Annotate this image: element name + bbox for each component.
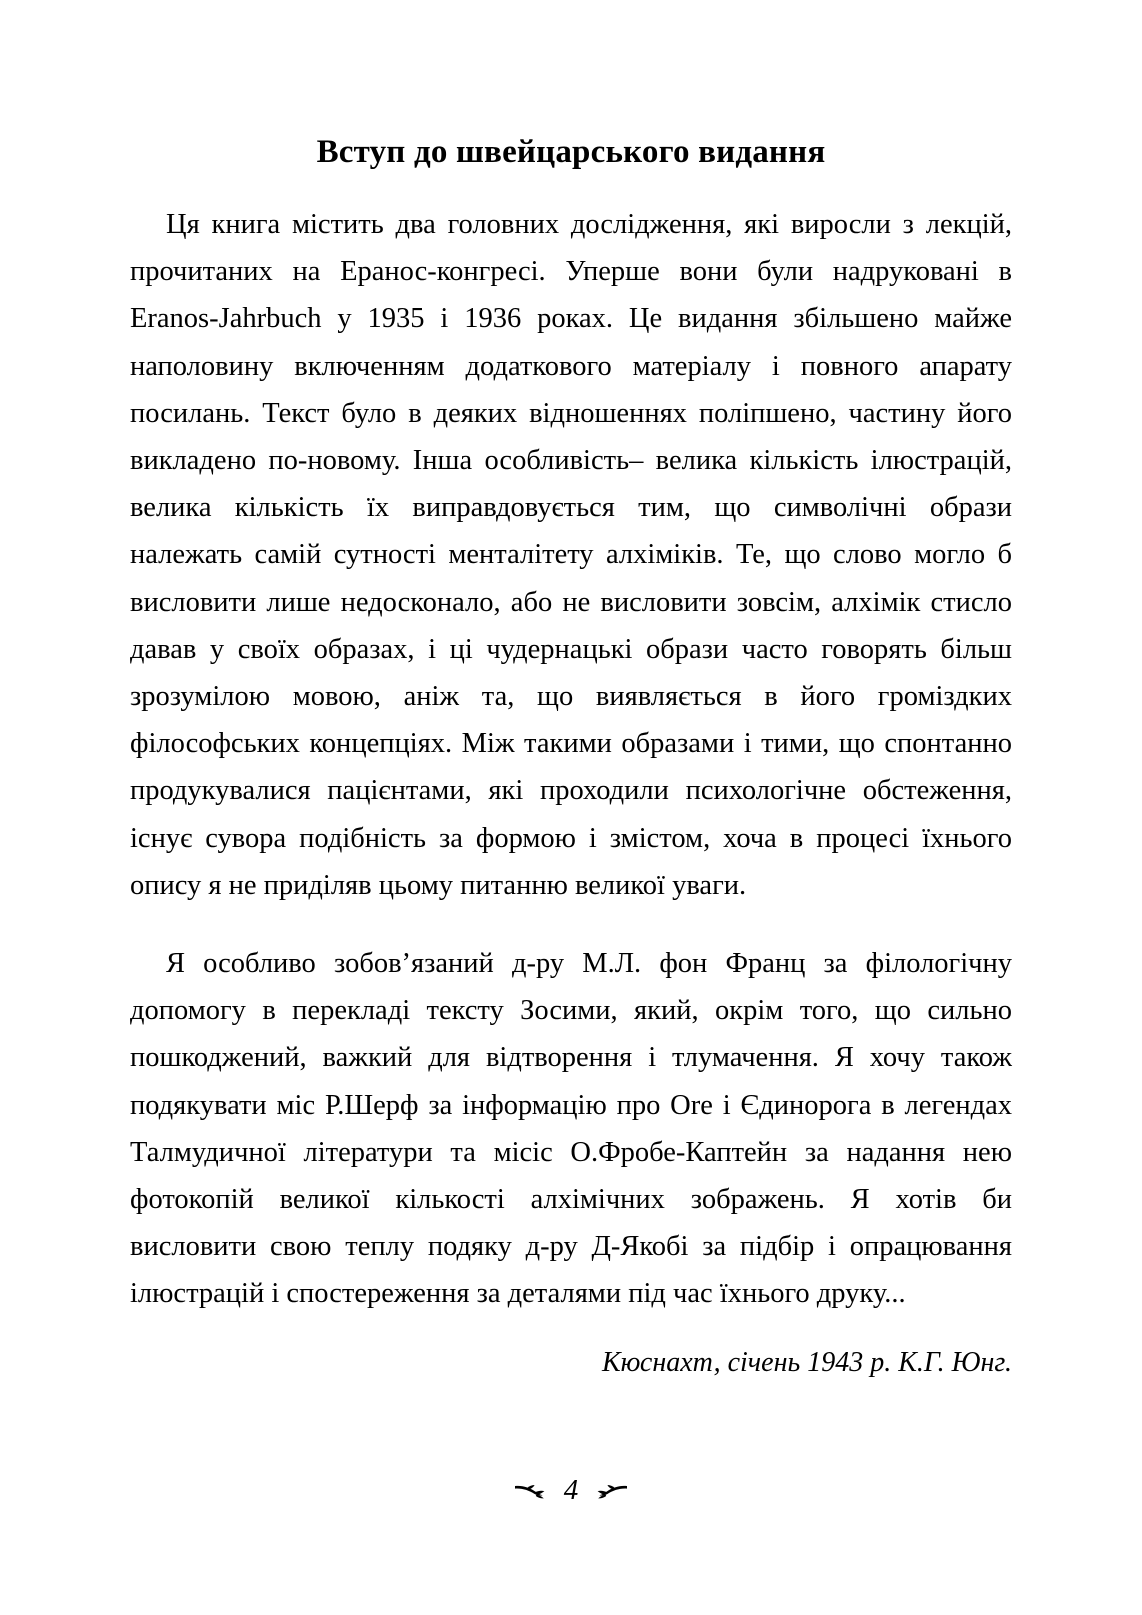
page-content: [130, 0, 1012, 1381]
body-paragraph: Ця книга містить два головних дослідження, які виросли з лекцій, прочитаних на Еранос-конгресі. Уперше вони були надруковані в Eranos-Jahrbuch у 1935 і 1936 роках. Це видання збільшено майже наполовину включенням додаткового матеріалу і повного апарату посилань. Текст було в деяких відношеннях поліпшено, частину його викладено по-новому. Інша особливість– велика кількість ілюстрацій, велика кількість їх виправдовується тим, що символічні образи належать самій сутності менталітету алхіміків. Те, що слово могло б висловити лише недосконало, або не висловити зовсім, алхімік стисло давав у своїх образах, і ці чудернацькі образи часто говорять більш зрозумілою мовою, аніж та, що виявляється в його громіздких філософських концепціях. Між такими образами і тими, що спонтанно продукувалися пацієнтами, які проходили психологічне обстеження, існує сувора подібність за формою і змістом, хоча в процесі їхнього опису я не приділяв цьому питанню великої уваги.: [130, 208, 1012, 901]
page-number: 4: [563, 1473, 579, 1506]
leaf-sprig-icon: [514, 1482, 548, 1500]
page-footer: [0, 1471, 1142, 1511]
signature-line: Кюснахт, січень 1943 р. К.Г. Юнг.: [601, 1346, 1012, 1378]
body-paragraph: Я особливо зобов’язаний д-ру М.Л. фон Франц за філологічну допомогу в перекладі тексту Зосими, який, окрім того, що сильно пошкоджений, важкий для відтворення і тлумачення. Я хочу також подякувати міс Р.Шерф за інформацію про Ore і Єдинорога в легендах Талмудичної літератури та місіс О.Фробе-Каптейн за надання нею фотокопій великої кількості алхімічних зображень. Я хотів би висловити свою теплу подяку д-ру Д-Якобі за підбір і опрацювання ілюстрацій і спостереження за деталями під час їхнього друку...: [130, 947, 1012, 1310]
leaf-sprig-icon: [594, 1482, 628, 1500]
page-title: Вступ до швейцарського видання: [316, 134, 826, 170]
